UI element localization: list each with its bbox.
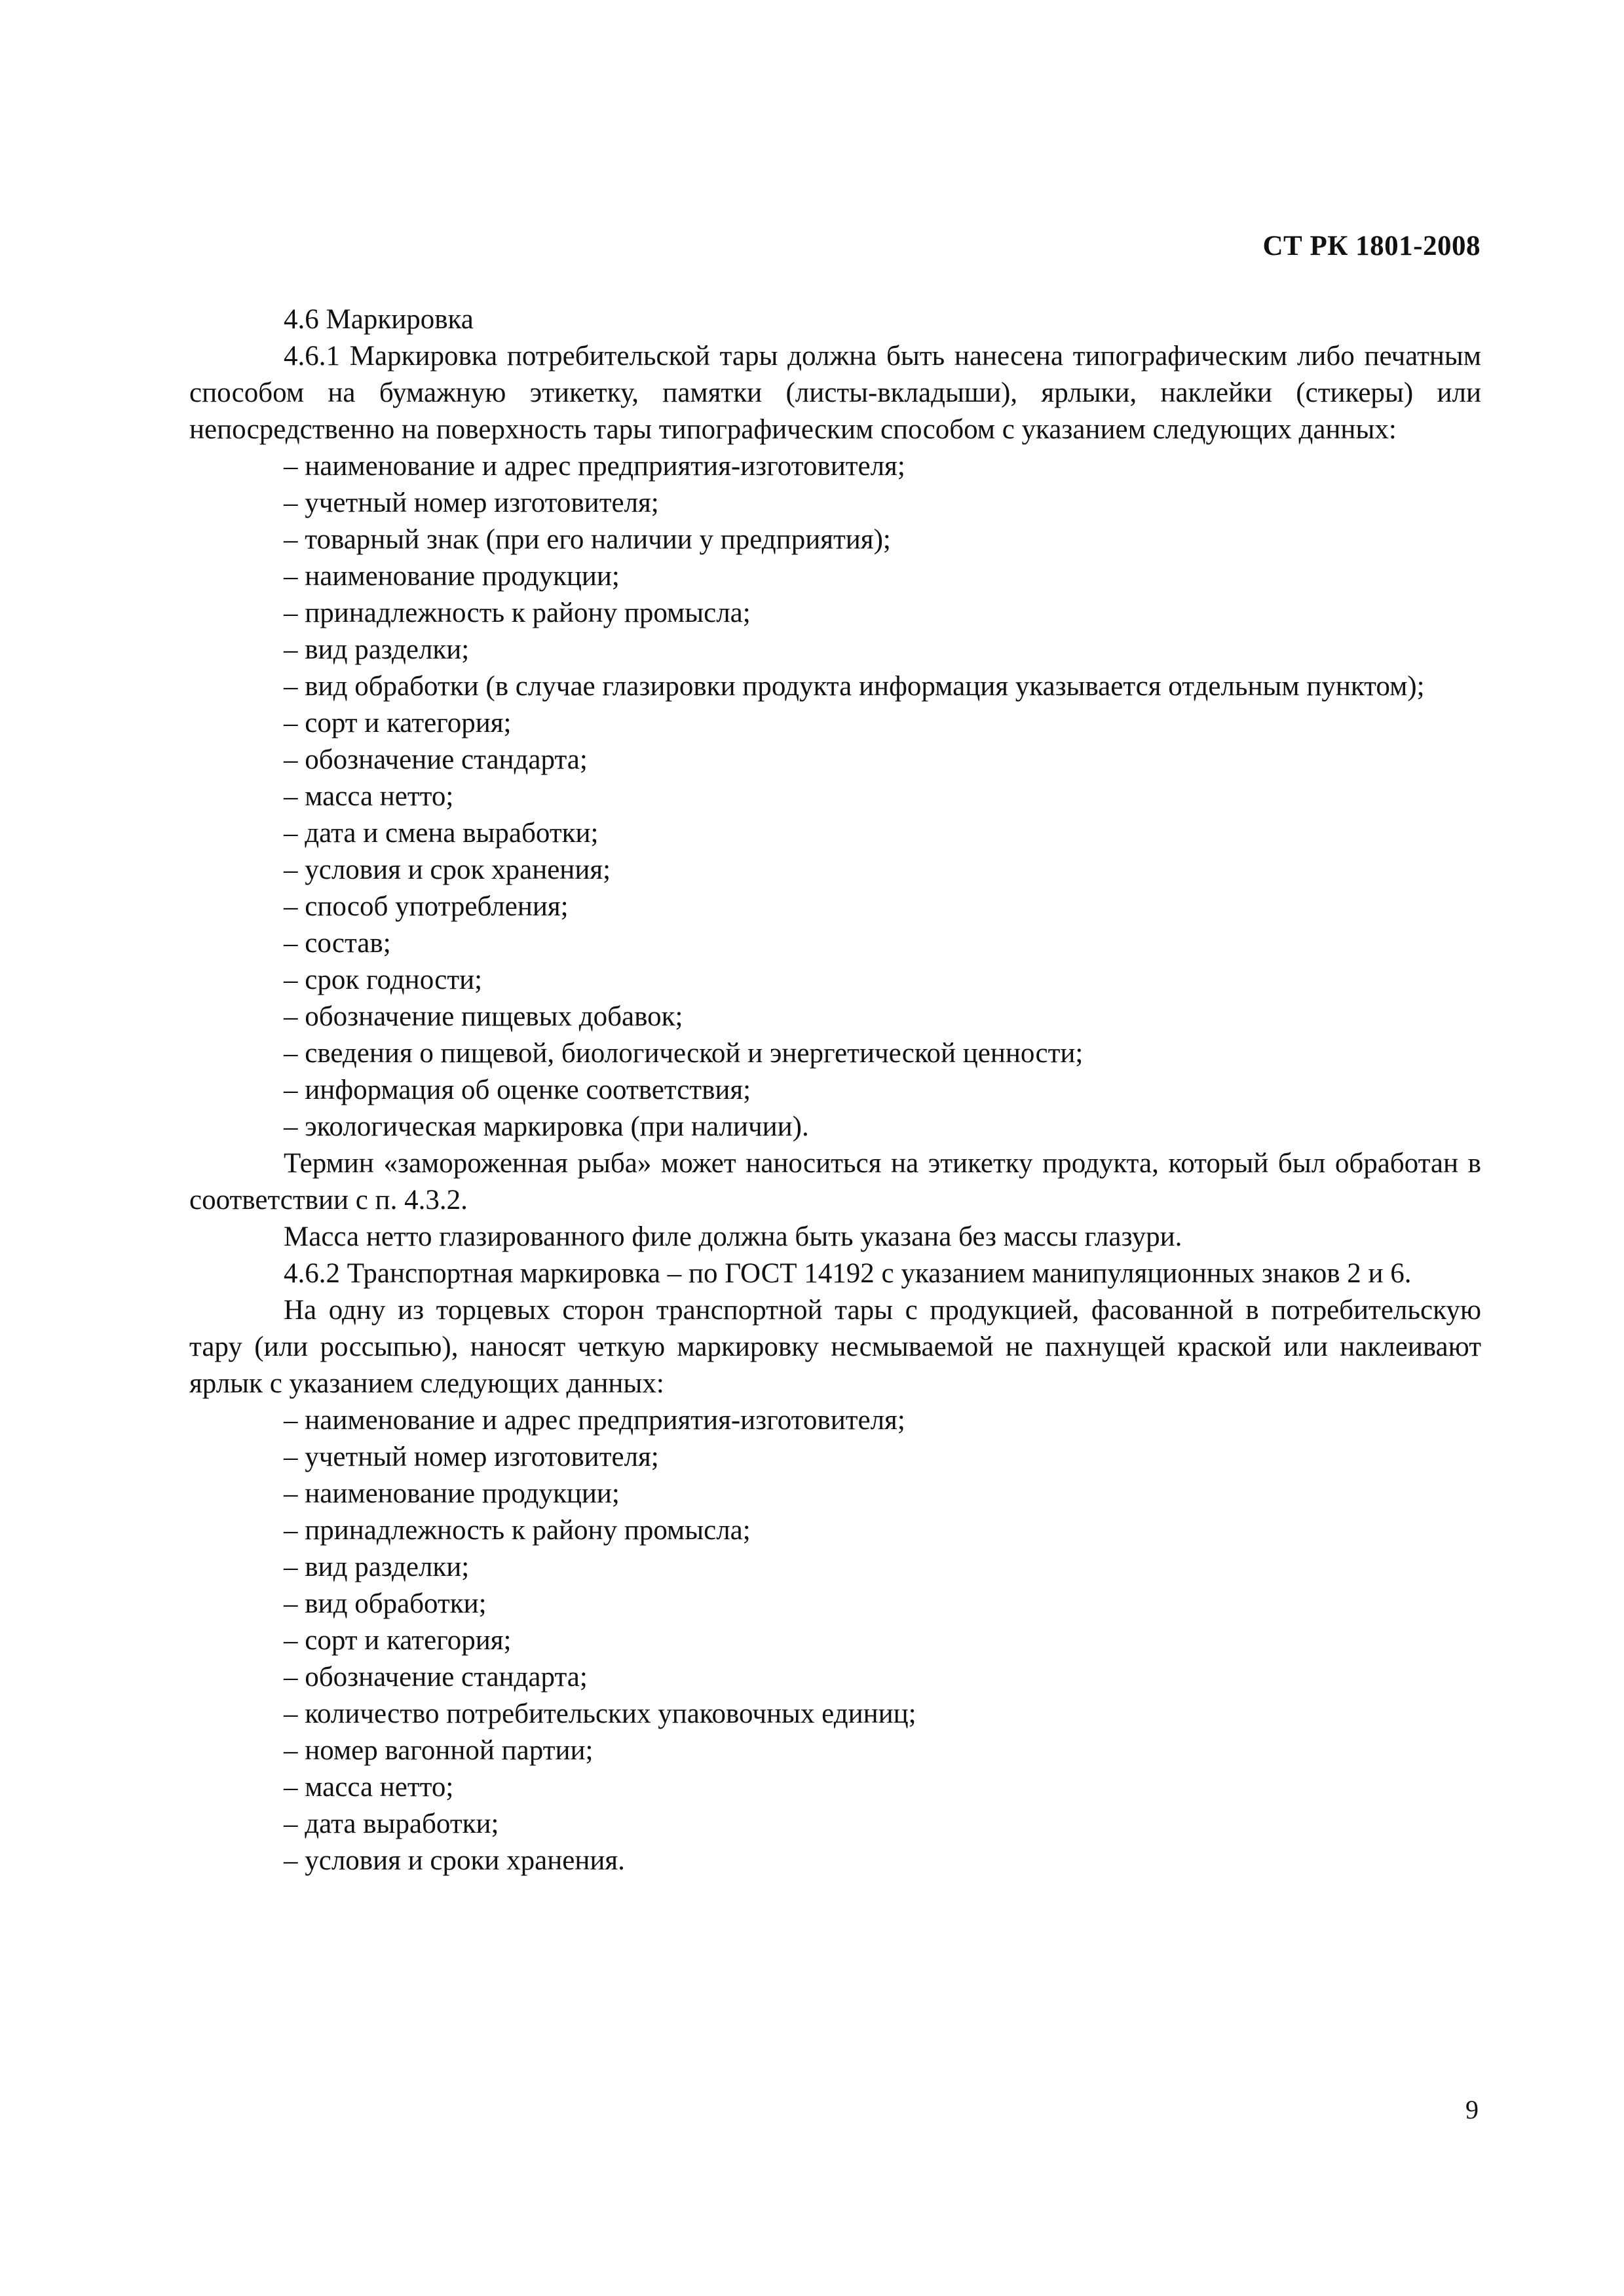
frozen-fish-term: Термин «замороженная рыба» может наноситься на этикетку продукта, который был обработан в соответствии с п. 4.3.2. xyxy=(189,1148,1481,1215)
consumer-marking-intro: 4.6.1 Маркировка потребительской тары должна быть нанесена типографическим либо печатным способом на бумажную этикетку, памятки (листы-вкладыши), ярлыки, наклейки (стикеры) или непосредственно на поверхность тары типографическим способом с указанием следующих данных: xyxy=(189,341,1481,445)
list-item: – дата выработки; xyxy=(284,1806,1481,1843)
list-item: – обозначение стандарта; xyxy=(284,1659,1481,1696)
list-item: – количество потребительских упаковочных единиц; xyxy=(284,1696,1481,1732)
list-item: – обозначение стандарта; xyxy=(284,742,1481,778)
list-item: – условия и сроки хранения. xyxy=(284,1843,1481,1879)
transport-intro: На одну из торцевых сторон транспортной тары с продукцией, фасованной в потребительскую тару (или россыпью), наносят четкую маркировку несмываемой не пахнущей краской или наклеивают ярлык с указанием следующих данных: xyxy=(189,1295,1481,1399)
list-item: – обозначение пищевых добавок; xyxy=(284,999,1481,1035)
list-item: – вид разделки; xyxy=(284,632,1481,668)
section-content xyxy=(189,301,1481,1879)
list-item: – дата и смена выработки; xyxy=(284,815,1481,852)
document-code: СТ РК 1801-2008 xyxy=(1262,231,1481,261)
list-item: – номер вагонной партии; xyxy=(284,1732,1481,1769)
list-item: – вид обработки; xyxy=(284,1586,1481,1622)
list-item: – масса нетто; xyxy=(284,778,1481,815)
list-item: – сорт и категория; xyxy=(284,705,1481,742)
list-item: – принадлежность к району промысла; xyxy=(284,1512,1481,1549)
page-number: 9 xyxy=(1465,2095,1479,2124)
list-item: – вид обработки (в случае глазировки продукта информация указывается отдельным пунктом); xyxy=(284,668,1481,705)
list-item: – учетный номер изготовителя; xyxy=(284,485,1481,522)
section-title: 4.6 Маркировка xyxy=(284,304,474,335)
list-item: – сорт и категория; xyxy=(284,1622,1481,1659)
list-item: – срок годности; xyxy=(284,962,1481,999)
list-item: – вид разделки; xyxy=(284,1549,1481,1586)
list-item: – информация об оценке соответствия; xyxy=(284,1072,1481,1109)
list-item: – учетный номер изготовителя; xyxy=(284,1439,1481,1476)
list-item: – условия и срок хранения; xyxy=(284,852,1481,889)
list-item: – наименование продукции; xyxy=(284,1476,1481,1512)
list-item: – товарный знак (при его наличии у предприятия); xyxy=(284,522,1481,558)
list-item: – наименование и адрес предприятия-изготовителя; xyxy=(284,448,1481,485)
list-item: – наименование и адрес предприятия-изготовителя; xyxy=(284,1402,1481,1439)
glazed-fillet-note: Масса нетто глазированного филе должна быть указана без массы глазури. xyxy=(284,1221,1182,1252)
transport-marking: 4.6.2 Транспортная маркировка – по ГОСТ 14192 с указанием манипуляционных знаков 2 и 6. xyxy=(284,1258,1412,1289)
transport-marking-list xyxy=(189,1402,1481,1879)
list-item: – принадлежность к району промысла; xyxy=(284,595,1481,632)
list-item: – наименование продукции; xyxy=(284,558,1481,595)
list-item: – масса нетто; xyxy=(284,1769,1481,1806)
list-item: – состав; xyxy=(284,925,1481,962)
list-item: – сведения о пищевой, биологической и энергетической ценности; xyxy=(284,1035,1481,1072)
list-item: – способ употребления; xyxy=(284,889,1481,925)
list-item: – экологическая маркировка (при наличии). xyxy=(284,1109,1481,1145)
consumer-marking-list xyxy=(189,448,1481,1145)
